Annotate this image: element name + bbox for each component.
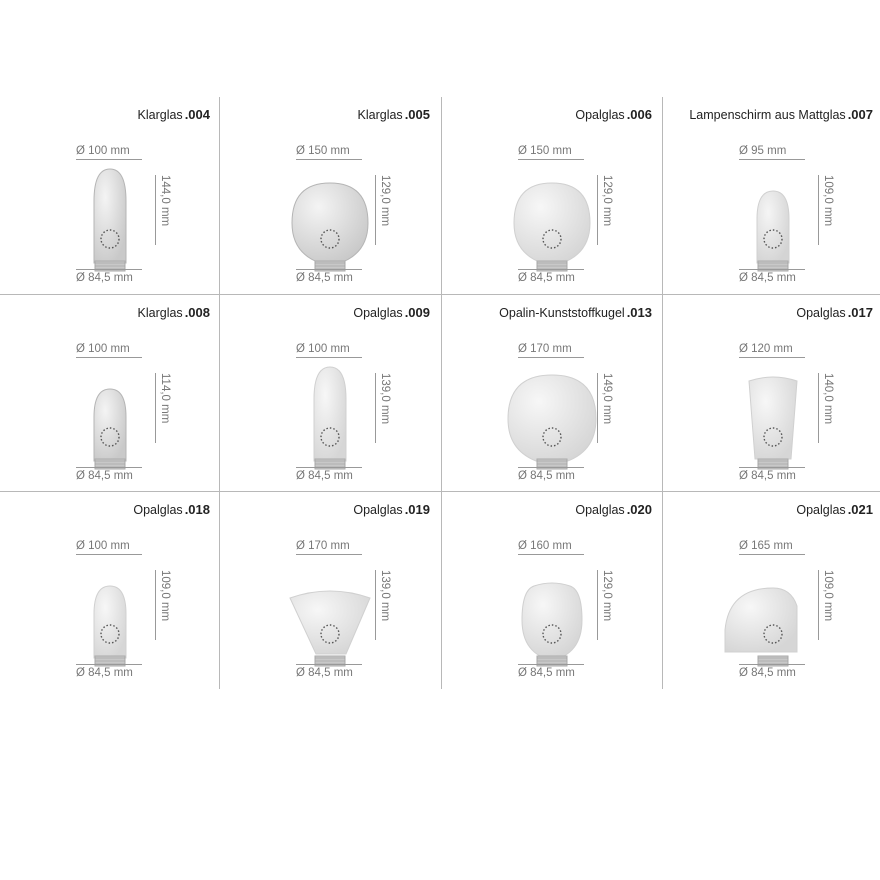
- product-code: .008: [184, 305, 210, 320]
- product-title: [133, 502, 210, 517]
- diameter-dimension: [76, 540, 142, 555]
- thread-label: Ø 84,5 mm: [76, 470, 133, 482]
- diameter-label: Ø 95 mm: [739, 145, 787, 157]
- height-dimension: [818, 373, 838, 443]
- dimension-line: [296, 269, 362, 270]
- product-card: [220, 492, 440, 689]
- product-title: [138, 107, 210, 122]
- lamp-shade-image: [492, 556, 612, 668]
- diameter-dimension: [739, 540, 805, 555]
- height-dimension: [818, 175, 838, 245]
- thread-label: Ø 84,5 mm: [518, 470, 575, 482]
- height-label: 129,0 mm: [601, 570, 613, 622]
- diameter-label: Ø 160 mm: [518, 540, 572, 552]
- dimension-line: [518, 467, 584, 468]
- shade-body: [94, 389, 126, 461]
- shade-body: [757, 191, 789, 263]
- product-title: [353, 305, 430, 320]
- lamp-shade-image: [50, 556, 170, 668]
- thread-dimension: [296, 269, 362, 284]
- height-dimension: [375, 570, 395, 640]
- thread-dimension: [76, 467, 142, 482]
- product-title: [575, 107, 652, 122]
- dimension-line: [818, 175, 819, 245]
- product-code: .020: [626, 502, 652, 517]
- lamp-shade-image: [492, 359, 612, 471]
- dimension-line: [739, 269, 805, 270]
- lamp-shade-image: [50, 161, 170, 273]
- shade-body: [94, 586, 126, 658]
- dimension-line: [76, 159, 142, 160]
- thread-dimension: [518, 664, 584, 679]
- product-card: [663, 295, 880, 492]
- height-dimension: [597, 373, 617, 443]
- height-dimension: [597, 175, 617, 245]
- product-label: Klarglas: [137, 108, 183, 122]
- product-label: Opalglas: [575, 503, 625, 517]
- product-card: [0, 492, 220, 689]
- shade-body: [749, 377, 797, 459]
- diameter-dimension: [518, 343, 584, 358]
- dimension-line: [739, 467, 805, 468]
- product-card: [0, 97, 220, 294]
- diameter-dimension: [76, 343, 142, 358]
- diameter-dimension: [296, 540, 362, 555]
- dimension-line: [76, 554, 142, 555]
- diameter-dimension: [739, 145, 805, 160]
- shade-body: [94, 169, 126, 263]
- product-card: [442, 492, 662, 689]
- thread-label: Ø 84,5 mm: [518, 272, 575, 284]
- height-dimension: [375, 175, 395, 245]
- product-title: [353, 502, 430, 517]
- height-label: 139,0 mm: [379, 570, 391, 622]
- dimension-line: [375, 175, 376, 245]
- product-card: [220, 97, 440, 294]
- dimension-line: [296, 357, 362, 358]
- thread-label: Ø 84,5 mm: [76, 667, 133, 679]
- diameter-dimension: [739, 343, 805, 358]
- thread-dimension: [518, 467, 584, 482]
- shade-body: [290, 591, 370, 654]
- dimension-line: [597, 175, 598, 245]
- thread-label: Ø 84,5 mm: [296, 470, 353, 482]
- product-code: .018: [184, 502, 210, 517]
- thread-label: Ø 84,5 mm: [296, 667, 353, 679]
- product-grid: [0, 97, 880, 689]
- height-dimension: [155, 175, 175, 245]
- product-label: Klarglas: [357, 108, 403, 122]
- dimension-line: [76, 467, 142, 468]
- thread-dimension: [76, 664, 142, 679]
- thread-label: Ø 84,5 mm: [76, 272, 133, 284]
- height-label: 144,0 mm: [159, 175, 171, 227]
- height-label: 114,0 mm: [159, 373, 171, 424]
- dimension-line: [518, 664, 584, 665]
- height-dimension: [375, 373, 395, 443]
- product-label: Opalglas: [575, 108, 625, 122]
- height-label: 139,0 mm: [379, 373, 391, 425]
- lamp-shade-image: [492, 161, 612, 273]
- dimension-line: [597, 570, 598, 640]
- diameter-label: Ø 100 mm: [296, 343, 350, 355]
- thread-dimension: [739, 664, 805, 679]
- shade-body: [522, 583, 582, 656]
- dimension-line: [518, 159, 584, 160]
- lamp-shade-image: [713, 556, 833, 668]
- diameter-dimension: [518, 145, 584, 160]
- product-card: [220, 295, 440, 492]
- product-card: [663, 97, 880, 294]
- diameter-label: Ø 165 mm: [739, 540, 793, 552]
- diameter-label: Ø 170 mm: [296, 540, 350, 552]
- product-card: [442, 295, 662, 492]
- thread-label: Ø 84,5 mm: [296, 272, 353, 284]
- dimension-line: [155, 373, 156, 443]
- thread-label: Ø 84,5 mm: [739, 470, 796, 482]
- product-code: .013: [626, 305, 652, 320]
- product-code: .005: [404, 107, 430, 122]
- height-dimension: [597, 570, 617, 640]
- product-title: [796, 502, 873, 517]
- product-title: [358, 107, 430, 122]
- dimension-line: [155, 570, 156, 640]
- height-dimension: [155, 373, 175, 443]
- thread-dimension: [296, 467, 362, 482]
- thread-dimension: [76, 269, 142, 284]
- lamp-shade-image: [270, 556, 390, 668]
- shade-body: [514, 183, 590, 263]
- shade-body: [725, 588, 797, 652]
- height-label: 109,0 mm: [159, 570, 171, 622]
- product-title: [575, 502, 652, 517]
- product-code: .009: [404, 305, 430, 320]
- shade-body: [508, 375, 596, 463]
- diameter-dimension: [296, 145, 362, 160]
- dimension-line: [518, 357, 584, 358]
- height-label: 129,0 mm: [601, 175, 613, 227]
- product-label: Opalin-Kunststoffkugel: [499, 306, 625, 320]
- dimension-line: [739, 357, 805, 358]
- diameter-label: Ø 170 mm: [518, 343, 572, 355]
- diameter-dimension: [76, 145, 142, 160]
- dimension-line: [739, 664, 805, 665]
- dimension-line: [739, 554, 805, 555]
- thread-dimension: [739, 269, 805, 284]
- product-title: [689, 107, 873, 122]
- product-label: Opalglas: [353, 503, 403, 517]
- thread-dimension: [518, 269, 584, 284]
- product-title: [138, 305, 210, 320]
- dimension-line: [155, 175, 156, 245]
- product-label: Klarglas: [137, 306, 183, 320]
- product-label: Opalglas: [796, 306, 846, 320]
- product-code: .007: [847, 107, 873, 122]
- product-code: .017: [847, 305, 873, 320]
- dimension-line: [597, 373, 598, 443]
- thread-dimension: [296, 664, 362, 679]
- product-code: .006: [626, 107, 652, 122]
- dimension-line: [76, 664, 142, 665]
- diameter-dimension: [296, 343, 362, 358]
- lamp-shade-image: [270, 161, 390, 273]
- dimension-line: [818, 570, 819, 640]
- diameter-label: Ø 120 mm: [739, 343, 793, 355]
- product-code: .019: [404, 502, 430, 517]
- lamp-shade-image: [713, 359, 833, 471]
- dimension-line: [296, 664, 362, 665]
- height-dimension: [818, 570, 838, 640]
- diameter-label: Ø 150 mm: [518, 145, 572, 157]
- thread-label: Ø 84,5 mm: [739, 667, 796, 679]
- dimension-line: [818, 373, 819, 443]
- height-label: 129,0 mm: [379, 175, 391, 227]
- dimension-line: [375, 570, 376, 640]
- thread-label: Ø 84,5 mm: [518, 667, 575, 679]
- thread-label: Ø 84,5 mm: [739, 272, 796, 284]
- product-title: [499, 305, 652, 320]
- product-code: .004: [184, 107, 210, 122]
- shade-body: [314, 367, 346, 461]
- product-label: Opalglas: [796, 503, 846, 517]
- lamp-shade-image: [713, 161, 833, 273]
- dimension-line: [296, 467, 362, 468]
- dimension-line: [296, 159, 362, 160]
- dimension-line: [296, 554, 362, 555]
- dimension-line: [375, 373, 376, 443]
- product-label: Opalglas: [133, 503, 183, 517]
- product-card: [0, 295, 220, 492]
- product-label: Opalglas: [353, 306, 403, 320]
- height-label: 109,0 mm: [822, 570, 834, 622]
- lamp-shade-image: [50, 359, 170, 471]
- diameter-label: Ø 100 mm: [76, 540, 130, 552]
- height-label: 149,0 mm: [601, 373, 613, 425]
- dimension-line: [76, 357, 142, 358]
- diameter-label: Ø 150 mm: [296, 145, 350, 157]
- lamp-shade-image: [270, 359, 390, 471]
- diameter-label: Ø 100 mm: [76, 343, 130, 355]
- diameter-label: Ø 100 mm: [76, 145, 130, 157]
- product-title: [796, 305, 873, 320]
- dimension-line: [518, 269, 584, 270]
- product-card: [663, 492, 880, 689]
- product-code: .021: [847, 502, 873, 517]
- diameter-dimension: [518, 540, 584, 555]
- dimension-line: [76, 269, 142, 270]
- height-label: 140,0 mm: [822, 373, 834, 425]
- shade-body: [292, 183, 368, 263]
- height-label: 109,0 mm: [822, 175, 834, 227]
- thread-dimension: [739, 467, 805, 482]
- height-dimension: [155, 570, 175, 640]
- product-card: [442, 97, 662, 294]
- dimension-line: [518, 554, 584, 555]
- product-label: Lampenschirm aus Mattglas: [689, 108, 846, 122]
- dimension-line: [739, 159, 805, 160]
